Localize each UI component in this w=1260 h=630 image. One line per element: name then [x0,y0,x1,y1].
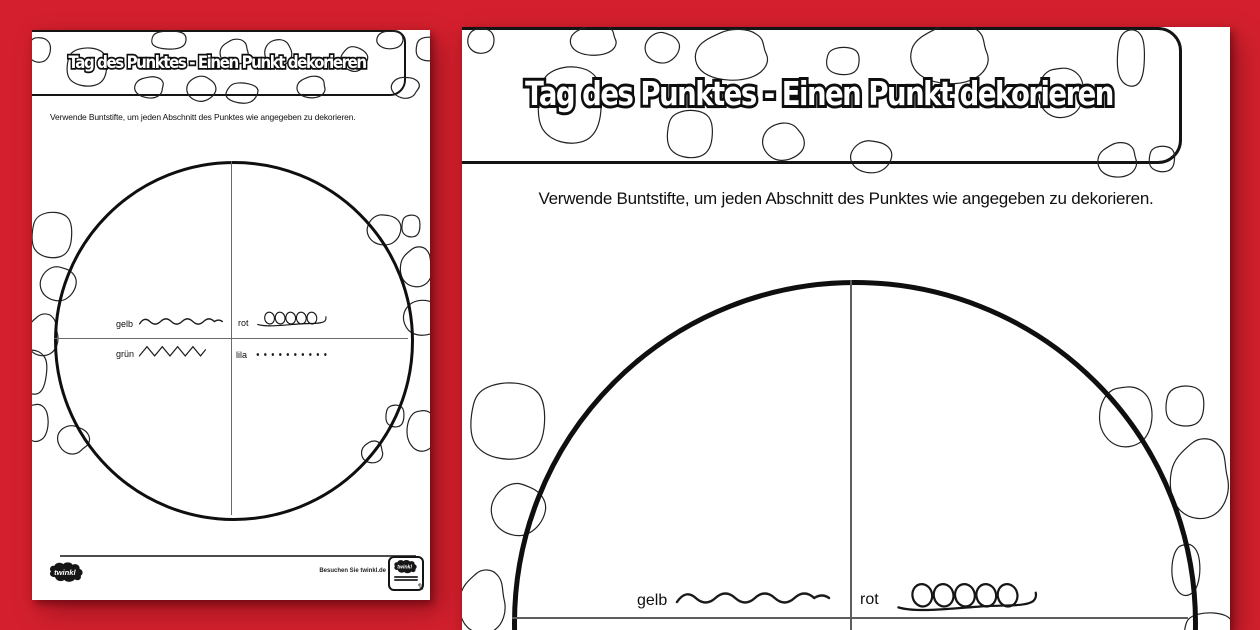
loop-line-pattern [895,578,1040,616]
title-wrap [462,27,1176,161]
dot-outline-decoration [32,348,48,396]
section-label-gelb: gelb [637,592,668,609]
quality-badge [388,556,424,591]
twinkl-logo [48,561,86,583]
svg-text:twinkl: twinkl [397,564,412,571]
badge-cloud-icon [393,559,419,574]
dot-outline-decoration [405,408,430,454]
dot-outline-decoration [467,379,549,463]
dot-outline-decoration [32,402,50,444]
section-label-gelb: gelb [116,319,134,329]
wavy-line-pattern [674,585,832,611]
quadrant-divider-horizontal [512,617,1188,619]
dot-outline-decoration [462,567,508,630]
visit-twinkl-text: Besuchen Sie twinkl.de [319,568,386,574]
title-wrap [32,30,402,94]
page-title: Tag des Punktes - Einen Punkt dekorieren Tag des Punktes - Einen Punkt dekorieren [68,52,365,73]
dot-circle-outline [512,280,1198,630]
page-title: Tag des Punktes - Einen Punkt dekorieren Tag des Punktes - Einen Punkt dekorieren [525,75,1113,113]
dot-outline-decoration [415,36,430,62]
svg-text:twinkl: twinkl [54,568,76,578]
dotted-line-pattern [254,350,330,359]
quadrant-divider-vertical [850,280,852,630]
dot-outline-decoration [401,214,421,238]
dot-outline-decoration [1164,384,1206,428]
instruction-text: Verwende Buntstifte, um jeden Abschnitt des Punktes wie angegeben zu dekorieren. [50,112,356,122]
loop-line-pattern [256,309,328,329]
quadrant-divider-horizontal [54,338,408,339]
dot-outline-decoration [32,210,74,260]
wavy-line-pattern [138,314,224,329]
worksheet-page-zoomed [462,27,1230,630]
worksheet-page-thumbnail [32,30,430,600]
badge-caption-lines [390,576,422,582]
instruction-text: Verwende Buntstifte, um jeden Abschnitt des Punktes wie angegeben zu dekorieren. [538,189,1154,208]
dot-circle-outline [54,161,414,521]
section-label-rot: rot [238,318,249,328]
section-label-lila: lila [236,350,248,360]
section-label-rot: rot [860,591,879,608]
footer-divider [60,555,416,557]
section-label-gruen: grün [116,349,135,359]
zigzag-line-pattern [138,343,210,359]
pencil-icon: ✎ [416,581,426,593]
